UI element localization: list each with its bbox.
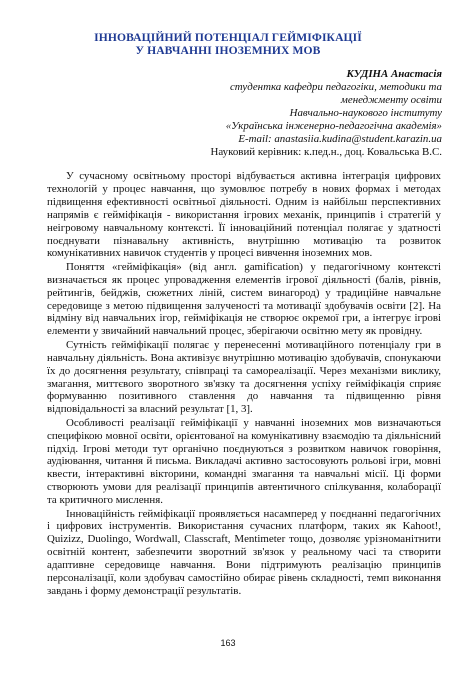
title-line-1: ІННОВАЦІЙНИЙ ПОТЕНЦІАЛ ГЕЙМІФІКАЦІЇ	[94, 31, 362, 44]
title-line-2: У НАВЧАННІ ІНОЗЕМНИХ МОВ	[135, 44, 321, 57]
paragraph: Особливості реалізації гейміфікації у навчанні іноземних мов визначаються специфікою мовної освіти, орієнтованої на комунікативну взаємодію та діяльнісний підхід. Ігрові методи тут органічно поєднуються з розвитком навичок говоріння, аудіювання, читання й письма. Викладачі активно застосовують рольові ігри, мовні квести, інтерактивні вікторини, командні змагання та навчальні місії. Ці форми створюють умови для реалізації принципів автентичного спілкування, колаборації та критичного мислення.	[47, 416, 441, 507]
paragraph: Поняття «гейміфікація» (від англ. gamification) у педагогічному контексті визначається як процес упровадження елементів ігрової діяльності (балів, рівнів, рейтингів, бейджів, сюжетних ліній, систем винагород) у традиційне навчальне середовище з метою підвищення залученості та мотивації здобувачів освіти [2]. На відміну від навчальних ігор, гейміфікація не створює окремої гри, а інтегрує ігрові елементи у звичайний навчальний процес, зберігаючи освітню мету як провідну.	[47, 260, 441, 338]
article-title	[20, 31, 436, 57]
author-name: КУДІНА Анастасія	[346, 68, 442, 80]
paragraph: Інноваційність гейміфікації проявляється насамперед у поєднанні педагогічних і цифрових інструментів. Використання сучасних платформ, таких як Kahoot!, Quizizz, Duolingo, Wordwall, Classcraft, Mentimeter тощо, дозволяє урізноманітнити освітній контент, забезпечити зворотний зв'язок у реальному часі та створити адаптивне середовище навчання. Вони підтримують реалізацію принципів персоналізації, коли здобувач самостійно обирає рівень складності, темп виконання завдань і форму демонстрації результатів.	[47, 507, 441, 597]
page-number: 163	[220, 638, 236, 648]
paragraph: Сутність гейміфікації полягає у перенесенні мотиваційного потенціалу гри в навчальну діяльність. Вона активізує внутрішню мотивацію здобувачів, спонукаючи їх до досягнення результату, співпраці та самореалізації. Через механізми виклику, змагання, миттєвого зворотного зв'язку та досягнення успіху гейміфікація сприяє формуванню позитивного ставлення до навчання та підвищенню рівня відповідальності за власний результат [1, 3].	[47, 338, 441, 416]
author-affiliation-line: менеджменту освіти	[340, 94, 442, 106]
author-affiliation-line: «Українська інженерно-педагогічна академія»	[225, 120, 442, 132]
scientific-advisor: Науковий керівник: к.пед.н., доц. Ковальська В.С.	[210, 146, 442, 158]
author-block	[82, 68, 442, 159]
author-affiliation-line: студентка кафедри педагогіки, методики та	[229, 81, 442, 93]
author-email: E-mail: anastasiia.kudina@student.karazin.ua	[238, 133, 442, 145]
author-affiliation-line: Навчально-наукового інституту	[289, 107, 442, 119]
paragraph: У сучасному освітньому просторі відбувається активна інтеграція цифрових технологій у процес навчання, що зумовлює потребу в нових формах і методах підвищення ефективності освітньої діяльності. Одним із найбільш перспективних напрямів є гейміфікація - використання ігрових механік, принципів і стратегій у неігровому навчальному контексті. Її інноваційний потенціал полягає у здатності поєднувати пізнавальну активність, внутрішню мотивацію та розвиток комунікативних навичок студентів у процесі вивчення іноземних мов.	[47, 170, 441, 260]
article-body	[47, 170, 441, 598]
